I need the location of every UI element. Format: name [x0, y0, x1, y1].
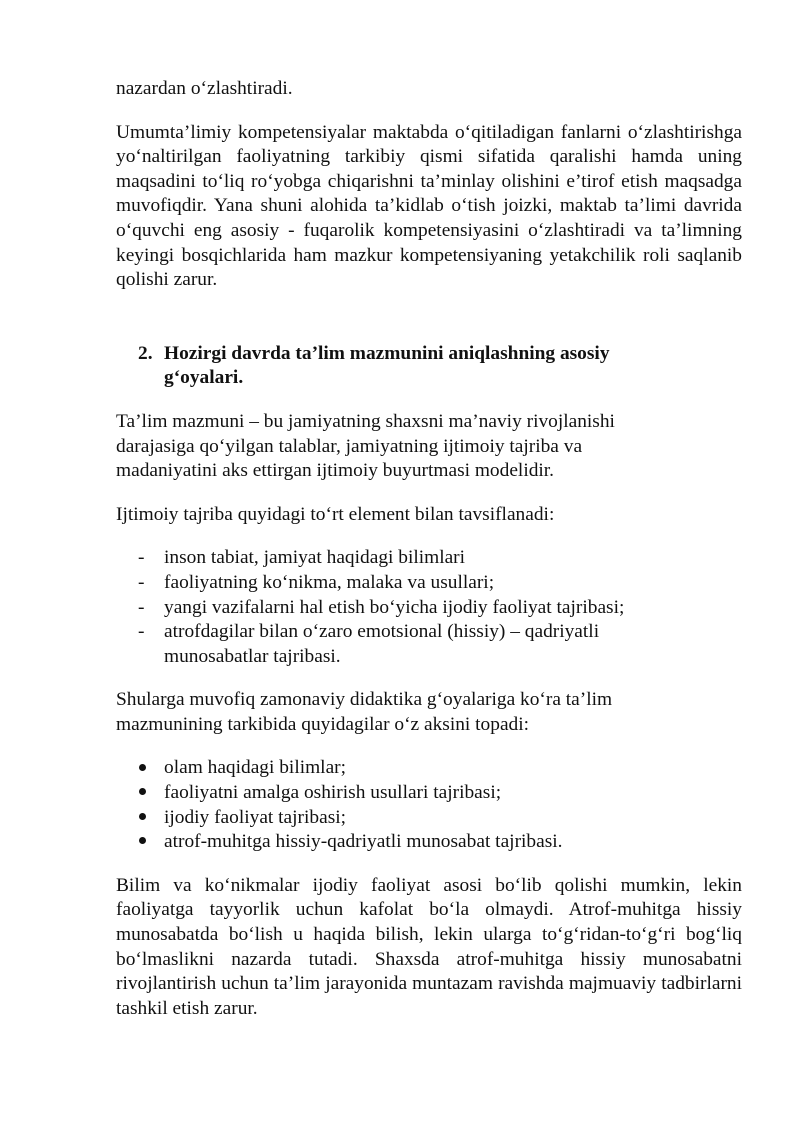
bullet-dot-icon: [139, 813, 146, 820]
list-item-line-2: munosabatlar tajribasi.: [164, 645, 341, 667]
bullet-list: [116, 756, 742, 854]
dash-list: [116, 546, 742, 669]
didactics-line-1: Shularga muvofiq zamonaviy didaktika g‘oyalariga ko‘ra ta’lim: [116, 689, 613, 711]
section-title: [164, 342, 674, 391]
bullet-dot-icon: [139, 837, 146, 844]
list-item: [116, 546, 742, 571]
paragraph-definition: [116, 410, 742, 484]
bullet-dot-icon: [139, 788, 146, 795]
paragraph-competencies: Umumta’limiy kompetensiyalar maktabda o‘qitiladigan fanlarni o‘zlashtirishga yo‘naltirilgan faoliyatning tarkibiy qismi sifatida qaralishi hamda uning maqsadini to‘liq ro‘yobga chiqarishni ta’minlay olishini e’tirof etish maqsadga muvofiqdir. Yana shuni alohida ta’kidlab o‘tish joizki, maktab ta’limi davrida o‘quvchi eng asosiy - fuqarolik kompetensiyasini o‘zlashtiradi va ta’limning keyingi bosqichlarida ham mazkur kompetensiyaning yetakchilik roli saqlanib qolishi zarur.: [116, 121, 742, 291]
paragraph-didactics: [116, 688, 742, 737]
definition-line-3: madaniyatini aks ettirgan ijtimoiy buyurtmasi modelidir.: [116, 460, 555, 482]
section-number: 2.: [138, 342, 153, 364]
list-item-text: [164, 620, 742, 669]
list-item: [116, 756, 742, 781]
dash-marker: -: [138, 621, 145, 643]
didactics-line-2: mazmunining tarkibida quyidagilar o‘z aksini topadi:: [116, 713, 530, 735]
list-item: [116, 830, 742, 855]
paragraph-closing: Bilim va ko‘nikmalar ijodiy faoliyat asosi bo‘lib qolishi mumkin, lekin faoliyatga tayyorlik uchun kafolat bo‘la olmaydi. Atrof-muhitga hissiy munosabatda bo‘lish u haqida bilish, lekin ularga to‘g‘ridan-to‘g‘ri bog‘liq bo‘lmaslikni nazarda tutadi. Shaxsda atrof-muhitga hissiy munosabatni rivojlantirish uchun ta’lim jarayonida muntazam ravishda majmuaviy tadbirlarni tashkil etish zarur.: [116, 874, 742, 1019]
dash-marker: -: [138, 547, 145, 569]
list-item-text: faoliyatni amalga oshirish usullari tajribasi;: [164, 782, 502, 804]
list-item-text: faoliyatning ko‘nikma, malaka va usullari;: [164, 571, 495, 593]
bullet-dot-icon: [139, 764, 146, 771]
list-item-text: inson tabiat, jamiyat haqidagi bilimlari: [164, 547, 466, 569]
intro-line: nazardan o‘zlashtiradi.: [116, 78, 293, 99]
list-item: [116, 781, 742, 806]
list-item: [116, 806, 742, 831]
list-item-text: atrof-muhitga hissiy-qadriyatli munosabat tajribasi.: [164, 831, 563, 853]
section-title-line-1: Hozirgi davrda ta’lim mazmunini aniqlashning asosiy: [164, 342, 610, 364]
dash-marker: -: [138, 596, 145, 618]
list-item-text: olam haqidagi bilimlar;: [164, 757, 347, 779]
section-title-line-2: g‘oyalari.: [164, 367, 244, 389]
section-heading: [138, 342, 742, 391]
list-item-text: yangi vazifalarni hal etish bo‘yicha ijodiy faoliyat tajribasi;: [164, 596, 625, 618]
paragraph-social-experience: Ijtimoiy tajriba quyidagi to‘rt element bilan tavsiflanadi:: [116, 503, 555, 525]
list-item-text: ijodiy faoliyat tajribasi;: [164, 806, 347, 828]
document-page: [116, 77, 742, 1021]
list-item: [116, 620, 742, 669]
dash-marker: -: [138, 571, 145, 593]
definition-line-2: darajasiga qo‘yilgan talablar, jamiyatning ijtimoiy tajriba va: [116, 435, 583, 457]
list-item: [116, 596, 742, 621]
list-item-line-1: atrofdagilar bilan o‘zaro emotsional (hissiy) – qadriyatli: [164, 621, 600, 643]
list-item: [116, 571, 742, 596]
definition-line-1: Ta’lim mazmuni – bu jamiyatning shaxsni ma’naviy rivojlanishi: [116, 410, 615, 432]
